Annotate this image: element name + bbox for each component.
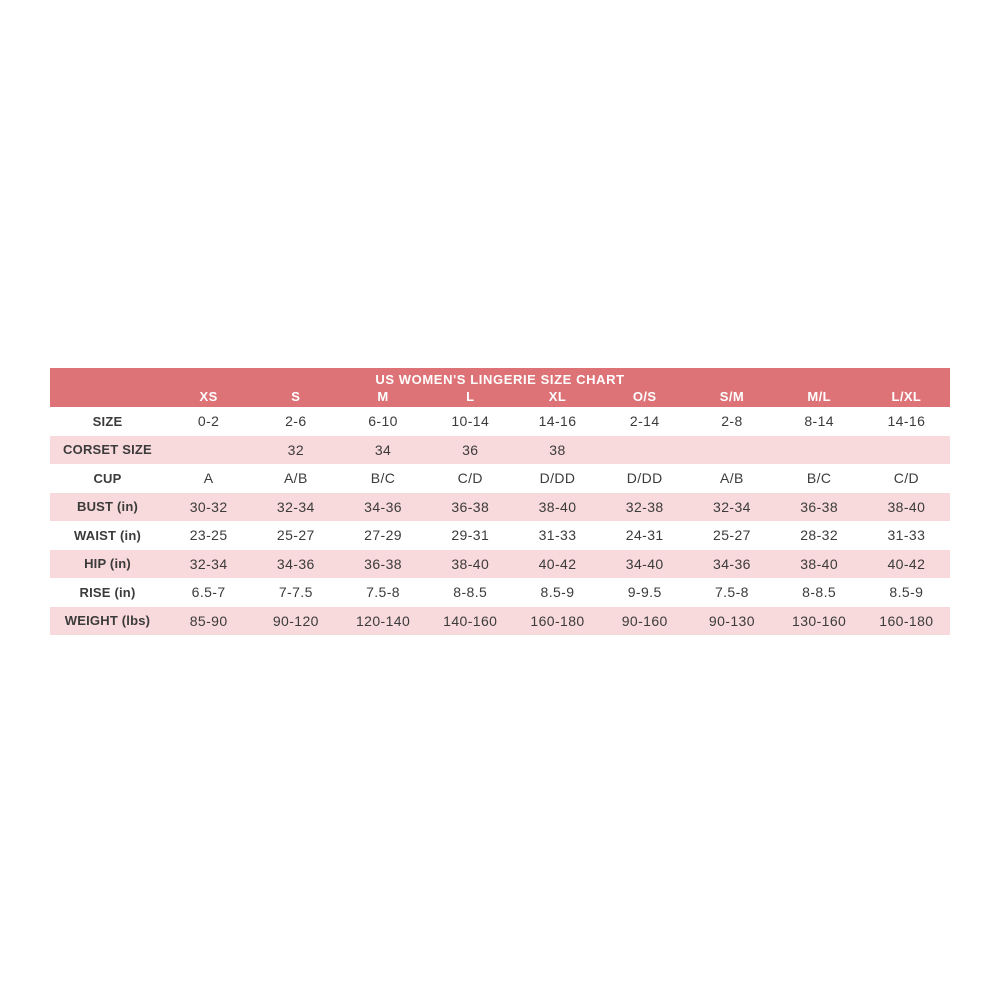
value-cell: 27-29 [339,521,426,550]
value-cell: 32-34 [688,493,775,522]
value-cell: 34-36 [688,550,775,579]
value-cell: 90-130 [688,607,775,636]
value-cell [601,436,688,465]
value-cell: 0-2 [165,407,252,436]
row-label-cell: SIZE [50,407,165,436]
value-cell: 8.5-9 [514,578,601,607]
value-cell: 2-14 [601,407,688,436]
value-cell: A [165,464,252,493]
table-row [50,493,950,522]
size-chart-table [50,368,950,635]
row-label-cell: WAIST (in) [50,521,165,550]
value-cell [165,436,252,465]
value-cell: 38-40 [776,550,863,579]
value-cell: 85-90 [165,607,252,636]
table-row [50,521,950,550]
value-cell: B/C [776,464,863,493]
value-cell: 10-14 [427,407,514,436]
value-cell: 2-6 [252,407,339,436]
value-cell: 34-40 [601,550,688,579]
column-header-xs: XS [165,389,252,407]
value-cell: D/DD [514,464,601,493]
value-cell: 160-180 [863,607,950,636]
value-cell: 40-42 [514,550,601,579]
value-cell: 36-38 [339,550,426,579]
column-header-s: S [252,389,339,407]
column-header-m: M [339,389,426,407]
value-cell: 34-36 [339,493,426,522]
table-row [50,464,950,493]
value-cell: 130-160 [776,607,863,636]
row-label-cell: BUST (in) [50,493,165,522]
row-label-cell: CORSET SIZE [50,436,165,465]
table-title: US WOMEN'S LINGERIE SIZE CHART [50,368,950,389]
value-cell: C/D [863,464,950,493]
value-cell: 7.5-8 [688,578,775,607]
value-cell: 34 [339,436,426,465]
table-row [50,578,950,607]
value-cell: 29-31 [427,521,514,550]
row-label-cell: WEIGHT (lbs) [50,607,165,636]
table-row [50,407,950,436]
value-cell: 30-32 [165,493,252,522]
value-cell: 2-8 [688,407,775,436]
value-cell: 40-42 [863,550,950,579]
column-header-s-m: S/M [688,389,775,407]
table-row [50,550,950,579]
value-cell: 23-25 [165,521,252,550]
value-cell: A/B [252,464,339,493]
value-cell: 36-38 [776,493,863,522]
value-cell: 7.5-8 [339,578,426,607]
value-cell: D/DD [601,464,688,493]
value-cell: 8-8.5 [427,578,514,607]
column-header-m-l: M/L [776,389,863,407]
value-cell: 90-160 [601,607,688,636]
value-cell: 25-27 [688,521,775,550]
value-cell [688,436,775,465]
value-cell: 38-40 [514,493,601,522]
table-row [50,436,950,465]
value-cell: 28-32 [776,521,863,550]
table-row [50,607,950,636]
value-cell: 32-34 [165,550,252,579]
value-cell [863,436,950,465]
row-label-cell: CUP [50,464,165,493]
column-header-row [50,389,950,407]
table-header [50,368,950,407]
value-cell: 32-38 [601,493,688,522]
value-cell: 90-120 [252,607,339,636]
value-cell: 38-40 [427,550,514,579]
value-cell: 36 [427,436,514,465]
value-cell [776,436,863,465]
column-header-l: L [427,389,514,407]
column-header-xl: XL [514,389,601,407]
value-cell: A/B [688,464,775,493]
row-label-cell: HIP (in) [50,550,165,579]
value-cell: 160-180 [514,607,601,636]
value-cell: 31-33 [514,521,601,550]
value-cell: 32 [252,436,339,465]
column-header-l-xl: L/XL [863,389,950,407]
value-cell: 9-9.5 [601,578,688,607]
value-cell: 8.5-9 [863,578,950,607]
value-cell: 31-33 [863,521,950,550]
value-cell: 36-38 [427,493,514,522]
corner-cell [50,389,165,407]
value-cell: 140-160 [427,607,514,636]
value-cell: 8-8.5 [776,578,863,607]
table-body [50,407,950,635]
value-cell: 14-16 [514,407,601,436]
title-row [50,368,950,389]
value-cell: 24-31 [601,521,688,550]
column-header-o-s: O/S [601,389,688,407]
value-cell: 6-10 [339,407,426,436]
value-cell: B/C [339,464,426,493]
value-cell: 8-14 [776,407,863,436]
value-cell: 120-140 [339,607,426,636]
value-cell: 34-36 [252,550,339,579]
value-cell: C/D [427,464,514,493]
value-cell: 38-40 [863,493,950,522]
value-cell: 7-7.5 [252,578,339,607]
row-label-cell: RISE (in) [50,578,165,607]
value-cell: 6.5-7 [165,578,252,607]
value-cell: 38 [514,436,601,465]
value-cell: 14-16 [863,407,950,436]
value-cell: 32-34 [252,493,339,522]
value-cell: 25-27 [252,521,339,550]
